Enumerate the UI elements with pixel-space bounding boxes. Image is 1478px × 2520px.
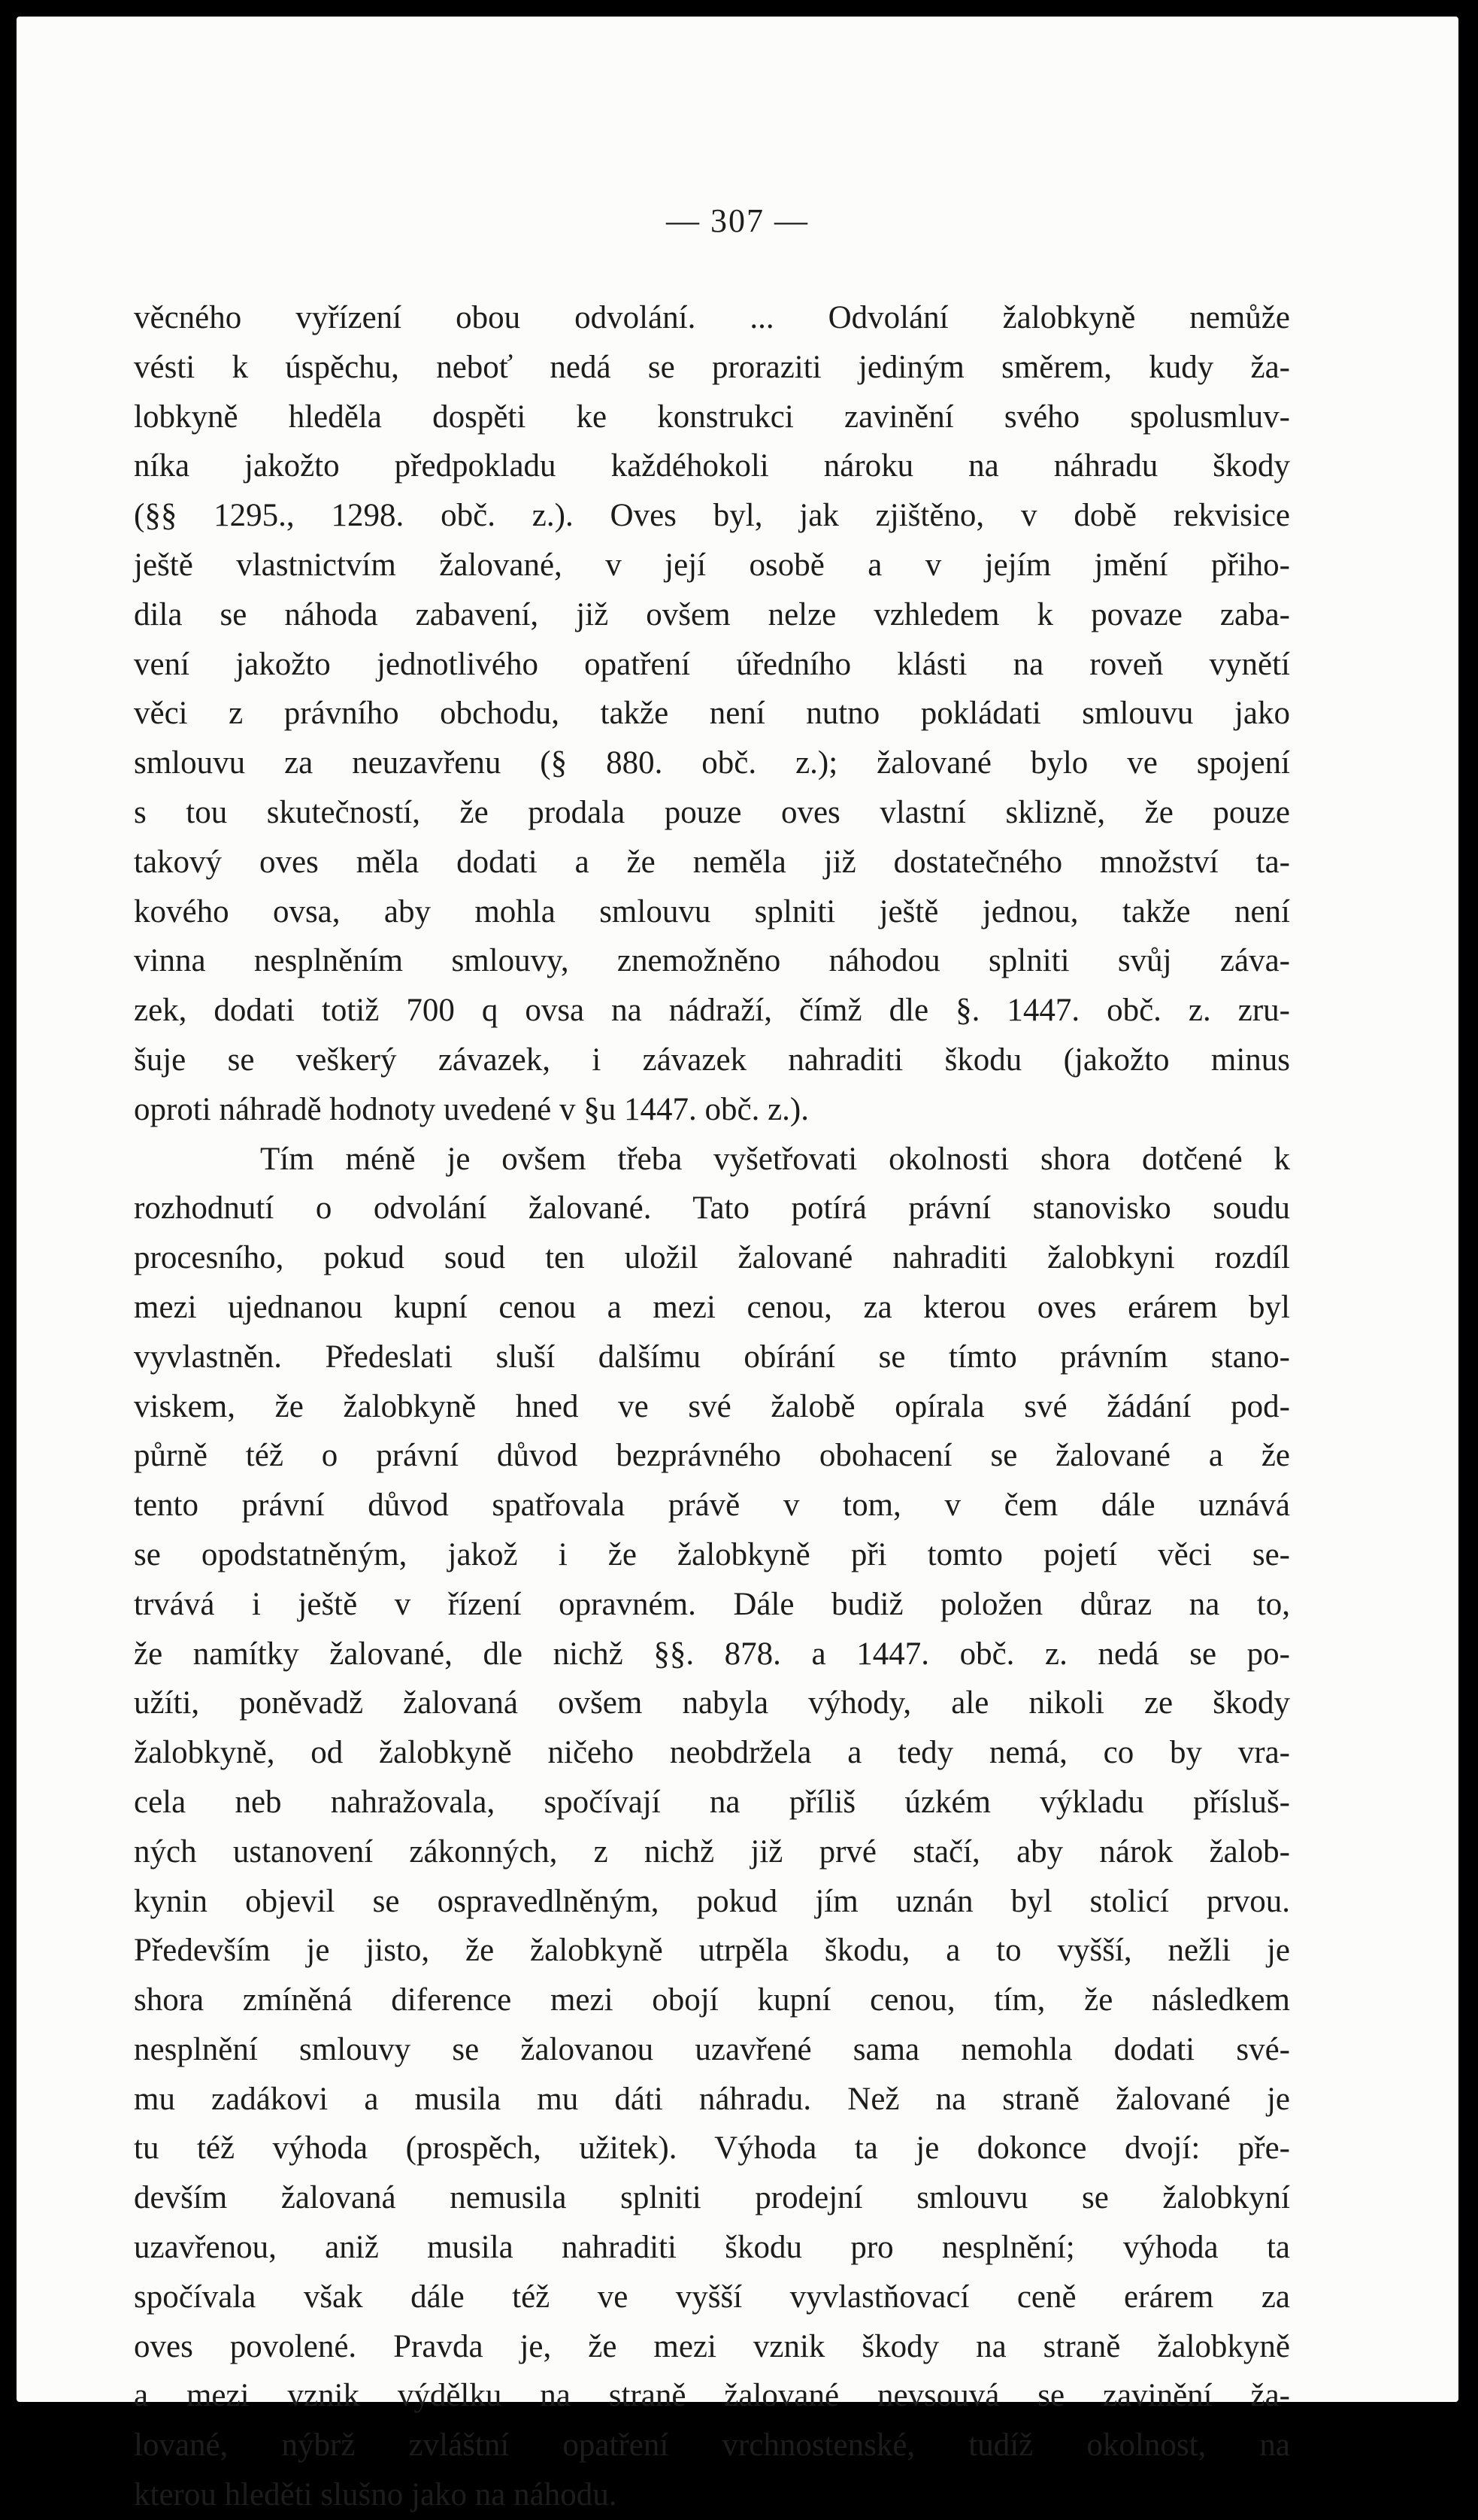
text-line: oproti náhradě hodnoty uvedené v §u 1447. obč. z.). — [134, 1091, 809, 1127]
text-line: devším žalovaná nemusila splniti prodejní smlouvu se žalobkyní — [134, 2180, 1290, 2216]
text-line: Tím méně je ovšem třeba vyšetřovati okolnosti shora dotčené k — [260, 1141, 1290, 1177]
text-line: ještě vlastnictvím žalované, v její osobě a v jejím jmění přiho- — [134, 547, 1290, 583]
text-line: žalobkyně, od žalobkyně ničeho neobdržela a tedy nemá, co by vra- — [134, 1735, 1290, 1771]
text-line: a mezi vznik výdělku na straně žalované nevsouvá se zavinění ža- — [134, 2378, 1290, 2414]
text-line: lobkyně hleděla dospěti ke konstrukci zavinění svého spolusmluv- — [134, 399, 1290, 435]
text-line: půrně též o právní důvod bezprávného obohacení se žalované a že — [134, 1438, 1290, 1474]
text-line: zek, dodati totiž 700 q ovsa na nádraží, čímž dle §. 1447. obč. z. zru- — [134, 993, 1290, 1029]
text-line: vésti k úspěchu, neboť nedá se proraziti jediným směrem, kudy ža- — [134, 349, 1290, 385]
text-line: užíti, poněvadž žalovaná ovšem nabyla výhody, ale nikoli ze škody — [134, 1685, 1290, 1721]
text-line: nesplnění smlouvy se žalovanou uzavřené sama nemohla dodati své- — [134, 2031, 1290, 2067]
text-line: vinna nesplněním smlouvy, znemožněno náhodou splniti svůj záva- — [134, 943, 1290, 979]
page-number: — 307 — — [666, 202, 809, 239]
text-line: (§§ 1295., 1298. obč. z.). Oves byl, jak zjištěno, v době rekvisice — [134, 498, 1290, 534]
text-line: takový oves měla dodati a že neměla již dostatečného množství ta- — [134, 844, 1290, 880]
text-line: s tou skutečností, že prodala pouze oves vlastní sklizně, že pouze — [134, 794, 1290, 830]
text-line: věcného vyřízení obou odvolání. ... Odvolání žalobkyně nemůže — [134, 300, 1290, 335]
text-line: vení jakožto jednotlivého opatření úředního klásti na roveň vynětí — [134, 646, 1290, 682]
text-line: smlouvu za neuzavřenu (§ 880. obč. z.); žalované bylo ve spojení — [134, 745, 1290, 781]
document-page — [17, 17, 1458, 2513]
text-line: dila se náhoda zabavení, již ovšem nelze vzhledem k povaze zaba- — [134, 596, 1290, 632]
text-line: mu zadákovi a musila mu dáti náhradu. Než na straně žalované je — [134, 2081, 1290, 2117]
text-line: rozhodnutí o odvolání žalované. Tato potírá právní stanovisko soudu — [134, 1190, 1290, 1227]
text-line: věci z právního obchodu, takže není nutno pokládati smlouvu jako — [134, 696, 1290, 732]
text-line: tu též výhoda (prospěch, užitek). Výhoda ta je dokonce dvojí: pře- — [134, 2130, 1290, 2167]
text-line: Především je jisto, že žalobkyně utrpěla škodu, a to vyšší, nežli je — [134, 1933, 1290, 1969]
text-line: oves povolené. Pravda je, že mezi vznik škody na straně žalobkyně — [134, 2328, 1290, 2364]
text-line: šuje se veškerý závazek, i závazek nahraditi škodu (jakožto minus — [134, 1042, 1290, 1078]
text-line: shora zmíněná diference mezi obojí kupní cenou, tím, že následkem — [134, 1982, 1290, 2018]
text-line: kterou hleděti slušno jako na náhodu. — [134, 2477, 617, 2513]
text-line: mezi ujednanou kupní cenou a mezi cenou, za kterou oves erárem byl — [134, 1289, 1290, 1325]
text-line: vyvlastněn. Předeslati sluší dalšímu obírání se tímto právním stano- — [134, 1339, 1290, 1375]
text-line: trvává i ještě v řízení opravném. Dále budiž položen důraz na to, — [134, 1586, 1290, 1622]
text-line: níka jakožto předpokladu každéhokoli nároku na náhradu škody — [134, 448, 1290, 484]
text-line: cela neb nahražovala, spočívají na příliš úzkém výkladu přísluš- — [134, 1784, 1290, 1820]
text-line: kového ovsa, aby mohla smlouvu splniti ještě jednou, takže není — [134, 893, 1290, 929]
text-line: kynin objevil se ospravedlněným, pokud jím uznán byl stolicí prvou. — [134, 1883, 1290, 1919]
text-line: viskem, že žalobkyně hned ve své žalobě opírala své žádání pod- — [134, 1388, 1290, 1424]
text-line: že namítky žalované, dle nichž §§. 878. a 1447. obč. z. nedá se po- — [134, 1636, 1290, 1672]
text-line: uzavřenou, aniž musila nahraditi škodu pro nesplnění; výhoda ta — [134, 2230, 1290, 2266]
body-text — [134, 293, 1290, 2520]
text-line: lované, nýbrž zvláštní opatření vrchnostenské, tudíž okolnost, na — [134, 2428, 1290, 2464]
text-line: spočívala však dále též ve vyšší vyvlastňovací ceně erárem za — [134, 2279, 1290, 2315]
text-line: se opodstatněným, jakož i že žalobkyně při tomto pojetí věci se- — [134, 1536, 1290, 1572]
text-line: procesního, pokud soud ten uložil žalované nahraditi žalobkyni rozdíl — [134, 1240, 1290, 1276]
text-line: tento právní důvod spatřovala právě v tom, v čem dále uznává — [134, 1487, 1290, 1524]
text-line: ných ustanovení zákonných, z nichž již prvé stačí, aby nárok žalob- — [134, 1833, 1290, 1870]
